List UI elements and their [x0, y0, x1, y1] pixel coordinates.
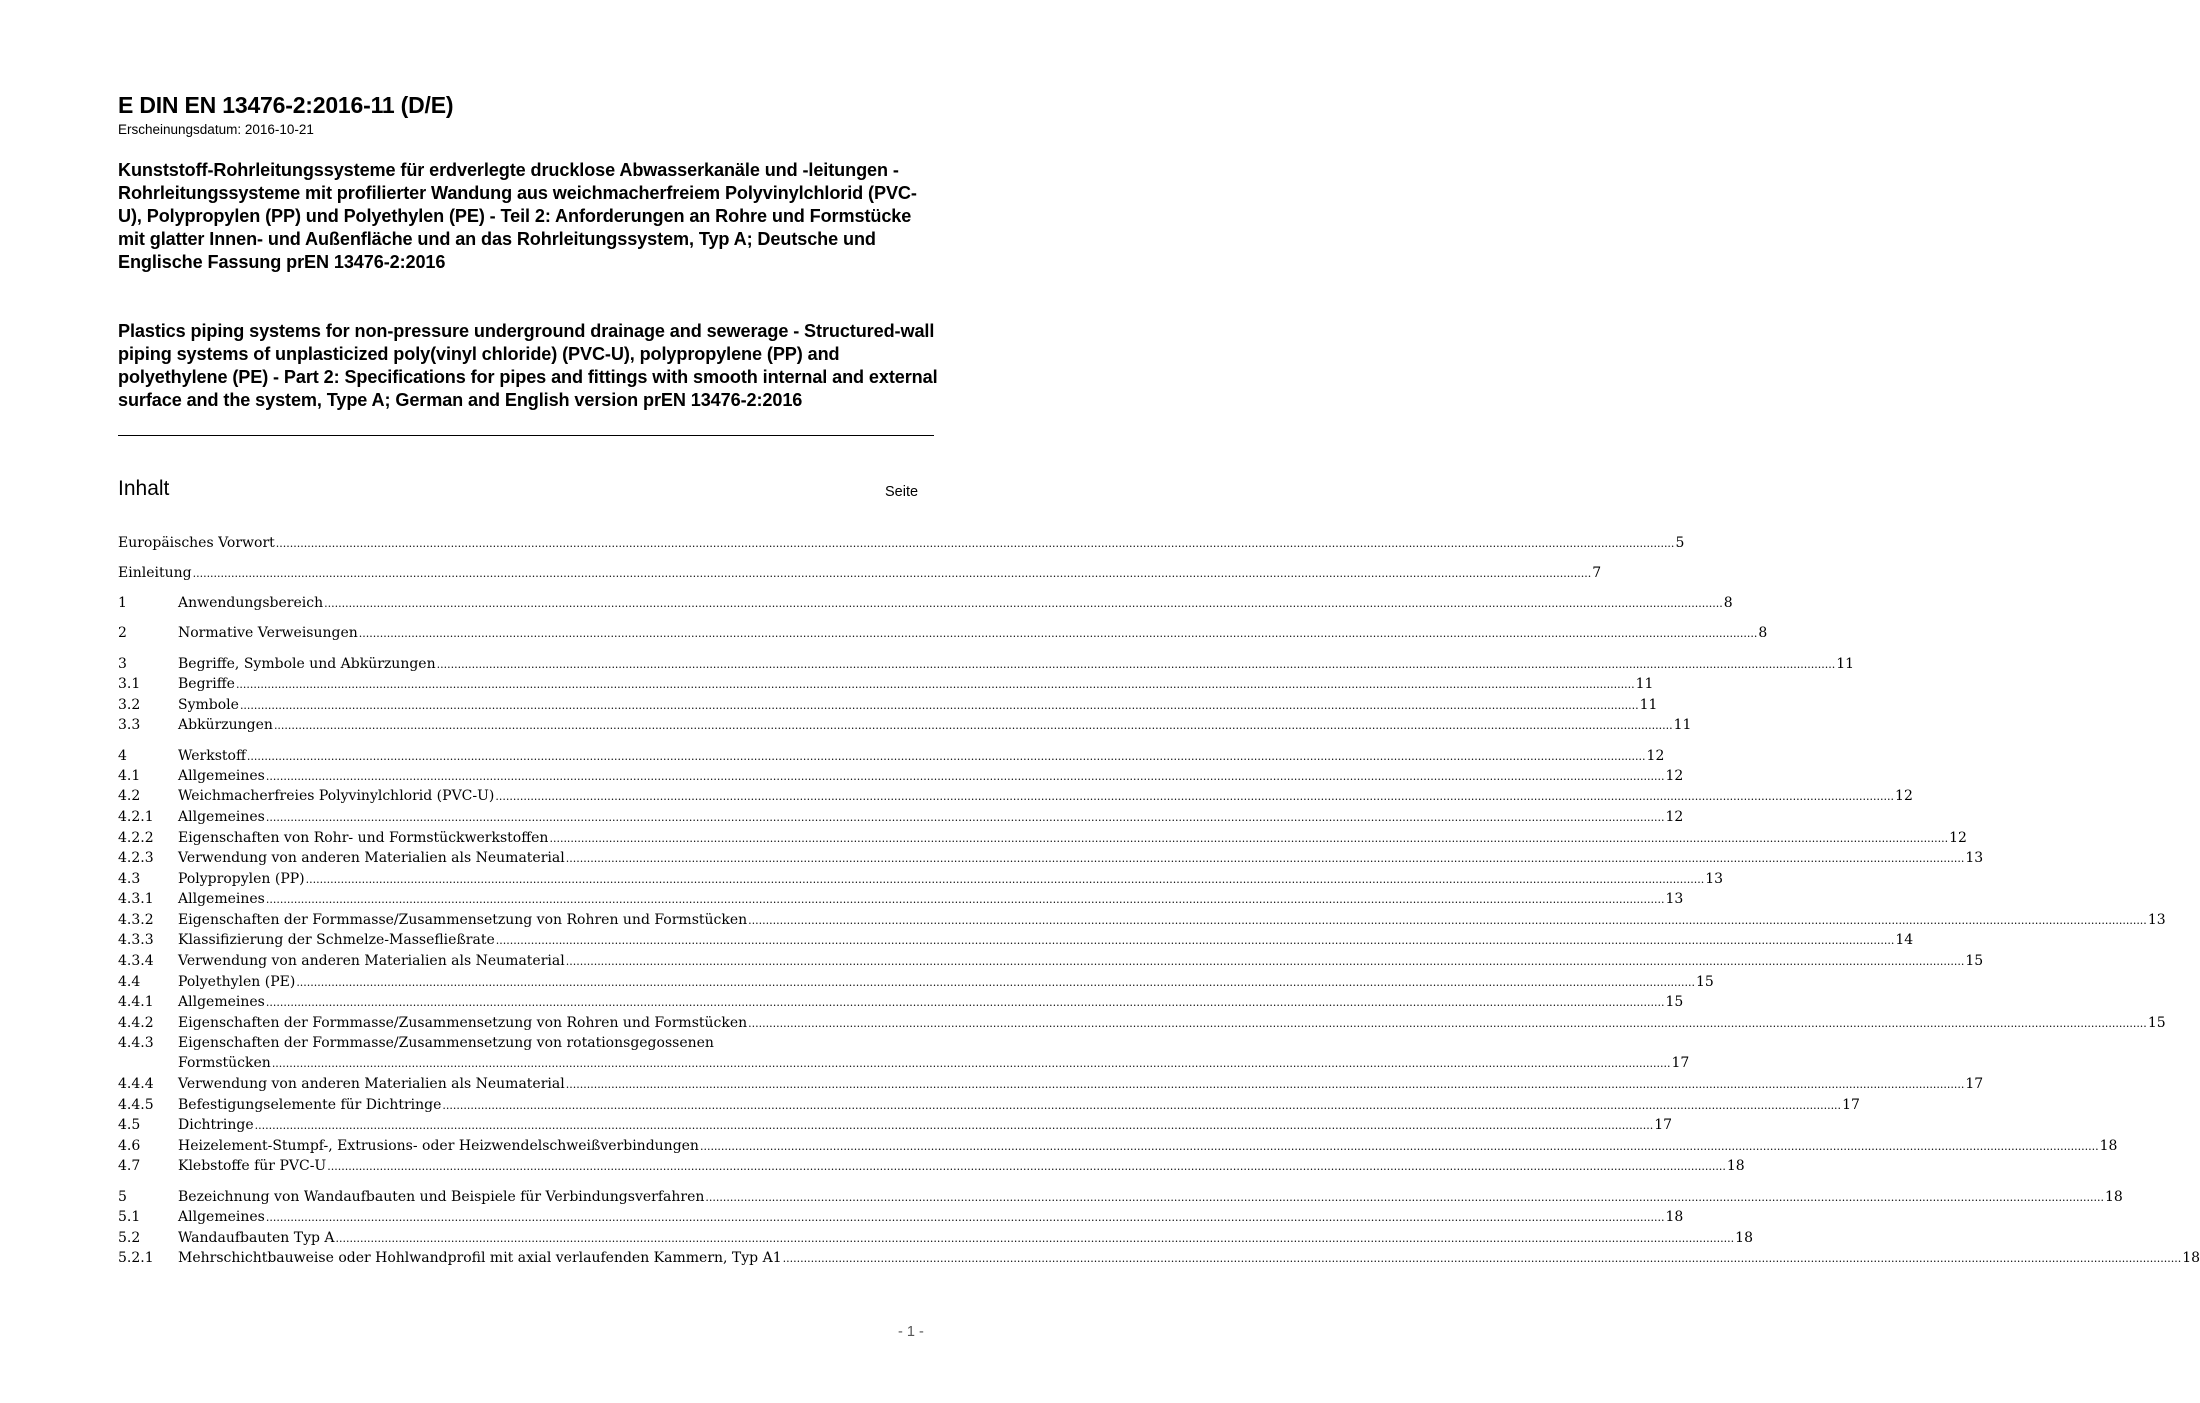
toc-entry-number: 1 — [118, 595, 127, 611]
toc-dot-leader: ................................................................................................................................................................................................................................................................................................................................................................................................................ — [565, 852, 1965, 865]
toc-entry[interactable] — [118, 1095, 1860, 1115]
page-column-label: Seite — [885, 484, 919, 500]
toc-dot-leader: ................................................................................................................................................................................................................................................................................................................................................................................................................ — [246, 750, 1646, 763]
title-english: Plastics piping systems for non-pressure underground drainage and sewerage - Structured-wall piping systems of unplasticized poly(vinyl chloride) (PVC-U), polypropylene (PP) and polyethylene (PE) - Part 2: Specifications for pipes and fittings with smooth internal and external surface and the system, Type A; German and English version prEN 13476-2:2016 — [118, 321, 938, 410]
toc-entry-leader-row — [178, 746, 1665, 766]
toc-entry-number: 4.6 — [118, 1138, 141, 1154]
toc-entry-page: 13 — [1965, 850, 1984, 866]
toc-entry[interactable] — [118, 807, 1684, 827]
toc-entry-title: Symbole — [178, 697, 239, 713]
toc-entry-number: 4.2.2 — [118, 830, 154, 846]
toc-dot-leader: ................................................................................................................................................................................................................................................................................................................................................................................................................ — [265, 893, 1665, 906]
toc-entry-title: Dichtringe — [178, 1117, 254, 1133]
toc-entry-leader-row — [178, 1207, 1684, 1227]
toc-entry-page: 12 — [1665, 809, 1684, 825]
toc-dot-leader: ................................................................................................................................................................................................................................................................................................................................................................................................................ — [327, 1160, 1726, 1173]
toc-entry-title: Allgemeines — [178, 891, 265, 907]
toc-entry-page: 15 — [1695, 974, 1714, 990]
toc-entry-page: 13 — [2147, 912, 2166, 928]
toc-entry[interactable] — [118, 695, 1658, 715]
toc-dot-leader: ................................................................................................................................................................................................................................................................................................................................................................................................................ — [265, 996, 1665, 1009]
toc-dot-leader: ................................................................................................................................................................................................................................................................................................................................................................................................................ — [565, 955, 1965, 968]
toc-entry[interactable] — [118, 828, 1967, 848]
toc-entry-title: Bezeichnung von Wandaufbauten und Beispiele für Verbindungsverfahren — [178, 1189, 705, 1205]
toc-entry-leader-row — [178, 1156, 1745, 1176]
toc-entry-page: 8 — [1758, 625, 1768, 641]
toc-entry-number: 4.4.1 — [118, 994, 154, 1010]
toc-dot-leader: ................................................................................................................................................................................................................................................................................................................................................................................................................ — [265, 1211, 1665, 1224]
toc-entry-leader-row — [178, 972, 1714, 992]
toc-entry-title: Polypropylen (PP) — [178, 871, 305, 887]
toc-entry-title: Anwendungsbereich — [178, 595, 324, 611]
toc-entry-page: 18 — [2105, 1189, 2123, 1205]
toc-entry-page: 18 — [1726, 1158, 1745, 1174]
toc-entry-leader-row — [178, 930, 1914, 950]
toc-entry-leader-row — [178, 715, 1692, 735]
toc-entry-title: Wandaufbauten Typ A — [178, 1230, 335, 1246]
toc-dot-leader: ................................................................................................................................................................................................................................................................................................................................................................................................................ — [296, 976, 1695, 989]
toc-entry-title: Eigenschaften der Formmasse/Zusammensetzung von Rohren und Formstücken — [178, 912, 748, 928]
toc-entry-page: 12 — [1646, 748, 1665, 764]
toc-entry-leader-row — [178, 951, 1984, 971]
toc-entry-number: 4.4.2 — [118, 1015, 154, 1031]
toc-entry-page: 18 — [1735, 1230, 1753, 1246]
toc-entry-title: Allgemeines — [178, 768, 265, 784]
toc-entry-leader-row — [118, 563, 1602, 583]
toc-dot-leader: ................................................................................................................................................................................................................................................................................................................................................................................................................ — [748, 914, 2147, 927]
toc-entry-page: 11 — [1639, 697, 1658, 713]
toc-entry[interactable] — [118, 889, 1684, 909]
toc-entry-number: 4.5 — [118, 1117, 141, 1133]
toc-dot-leader: ................................................................................................................................................................................................................................................................................................................................................................................................................ — [254, 1119, 1654, 1132]
toc-entry-number: 2 — [118, 625, 127, 641]
toc-entry-leader-row — [178, 807, 1684, 827]
toc-entry[interactable] — [118, 746, 1665, 766]
publication-date-label: Erscheinungsdatum: — [118, 122, 242, 137]
toc-entry-number: 4.4 — [118, 974, 141, 990]
toc-entry-page: 15 — [1665, 994, 1684, 1010]
toc-entry-title: Allgemeines — [178, 994, 265, 1010]
toc-entry-leader-row — [178, 869, 1724, 889]
toc-entry-title: Verwendung von anderen Materialien als Neumaterial — [178, 850, 565, 866]
page-number: - 1 - — [898, 1324, 924, 1340]
toc-entry-number: 4.3 — [118, 871, 141, 887]
toc-entry-number: 4.4.5 — [118, 1097, 154, 1113]
toc-dot-leader: ................................................................................................................................................................................................................................................................................................................................................................................................................ — [324, 597, 1723, 610]
toc-dot-leader: ................................................................................................................................................................................................................................................................................................................................................................................................................ — [705, 1191, 2105, 1204]
toc-heading: Inhalt — [118, 477, 170, 500]
toc-entry-number: 3.1 — [118, 676, 141, 692]
toc-entry-leader-row — [178, 786, 1913, 806]
toc-entry[interactable] — [118, 1156, 1745, 1176]
toc-entry-number: 5.1 — [118, 1209, 141, 1225]
toc-entry-title: Normative Verweisungen — [178, 625, 358, 641]
toc-entry-leader-row — [178, 674, 1654, 694]
toc-entry-leader-row — [178, 654, 1855, 674]
toc-entry[interactable] — [118, 766, 1684, 786]
toc-entry-page: 12 — [1665, 768, 1684, 784]
toc-entry-page: 17 — [1842, 1097, 1860, 1113]
toc-entry-leader-row — [178, 848, 1984, 868]
toc-dot-leader: ................................................................................................................................................................................................................................................................................................................................................................................................................ — [335, 1232, 1735, 1245]
toc-entry-number: 3.3 — [118, 717, 141, 733]
toc-entry-number: 4 — [118, 748, 127, 764]
toc-entry-title: Begriffe — [178, 676, 235, 692]
toc-entry-number: 4.3.3 — [118, 932, 154, 948]
toc-entry-leader-row — [118, 533, 1685, 553]
toc-entry-leader-row — [178, 1136, 2118, 1156]
publication-date-value: 2016-10-21 — [244, 122, 314, 137]
toc-entry[interactable] — [118, 992, 1684, 1012]
toc-entry-number: 4.3.1 — [118, 891, 154, 907]
toc-entry-number: 4.4.4 — [118, 1076, 154, 1092]
toc-dot-leader: ................................................................................................................................................................................................................................................................................................................................................................................................................ — [748, 1017, 2147, 1030]
toc-entry-number: 5 — [118, 1189, 127, 1205]
toc-entry-page: 13 — [1665, 891, 1684, 907]
toc-entry-leader-row — [178, 889, 1684, 909]
toc-entry[interactable] — [118, 1248, 2200, 1268]
title-german: Kunststoff-Rohrleitungssysteme für erdverlegte drucklose Abwasserkanäle und -leitungen - Rohrleitungssysteme mit profilierter Wandung aus weichmacherfreiem Polyvinylchlorid (PVC-U), Polypropylen (PP) und Polyethylen (PE) - Teil 2: Anforderungen an Rohre und Formstücke mit glatter Innen- und Außenfläche und an das Rohrleitungssystem, Typ A; Deutsche und Englische Fassung prEN 13476-2:2016 — [118, 160, 917, 272]
toc-entry-title: Werkstoff — [178, 748, 246, 764]
toc-entry-leader-row — [178, 766, 1684, 786]
toc-dot-leader: ................................................................................................................................................................................................................................................................................................................................................................................................................ — [549, 832, 1949, 845]
toc-entry[interactable] — [118, 1013, 2166, 1033]
toc-entry-page: 12 — [1895, 788, 1913, 804]
toc-entry-number: 4.4.3 — [118, 1035, 154, 1051]
toc-entry-page: 11 — [1635, 676, 1654, 692]
toc-entry-number: 3 — [118, 656, 127, 672]
toc-entry-leader-row — [178, 1095, 1860, 1115]
toc-entry[interactable] — [118, 1115, 1673, 1135]
toc-entry-title: Einleitung — [118, 565, 192, 581]
toc-entry[interactable] — [118, 623, 1768, 643]
toc-entry-page: 18 — [1665, 1209, 1684, 1225]
toc-entry-page: 17 — [1671, 1055, 1690, 1071]
toc-entry-title: Heizelement-Stumpf-, Extrusions- oder Heizwendelschweißverbindungen — [178, 1138, 699, 1154]
toc-entry-number: 5.2.1 — [118, 1250, 154, 1266]
toc-entry-number: 5.2 — [118, 1230, 141, 1246]
toc-dot-leader: ................................................................................................................................................................................................................................................................................................................................................................................................................ — [436, 658, 1836, 671]
toc-entry[interactable] — [118, 1074, 1984, 1094]
toc-entry-title: Verwendung von anderen Materialien als Neumaterial — [178, 1076, 565, 1092]
toc-dot-leader: ................................................................................................................................................................................................................................................................................................................................................................................................................ — [192, 567, 1592, 580]
table-of-contents — [118, 0, 2200, 1300]
toc-entry[interactable] — [118, 533, 1685, 553]
toc-entry-page: 5 — [1675, 535, 1685, 551]
toc-entry-number: 4.1 — [118, 768, 141, 784]
toc-dot-leader: ................................................................................................................................................................................................................................................................................................................................................................................................................ — [565, 1078, 1965, 1091]
toc-entry-page: 17 — [1654, 1117, 1673, 1133]
toc-entry-leader-row — [178, 992, 1684, 1012]
toc-entry[interactable] — [118, 930, 1914, 950]
toc-entry-number: 4.3.4 — [118, 953, 154, 969]
toc-entry[interactable] — [118, 563, 1602, 583]
toc-entry[interactable] — [118, 674, 1654, 694]
toc-entry[interactable] — [118, 1033, 930, 1053]
toc-entry-number: 4.2 — [118, 788, 141, 804]
toc-entry-title: Eigenschaften der Formmasse/Zusammensetzung von rotationsgegossenen — [178, 1035, 714, 1051]
toc-entry-title: Eigenschaften der Formmasse/Zusammensetzung von Rohren und Formstücken — [178, 1015, 748, 1031]
toc-entry-number: 4.2.3 — [118, 850, 154, 866]
toc-dot-leader: ................................................................................................................................................................................................................................................................................................................................................................................................................ — [699, 1140, 2099, 1153]
toc-entry-title: Eigenschaften von Rohr- und Formstückwerkstoffen — [178, 830, 549, 846]
toc-entry[interactable] — [118, 654, 1855, 674]
toc-entry-title: Polyethylen (PE) — [178, 974, 296, 990]
toc-entry-page: 8 — [1723, 595, 1733, 611]
toc-dot-leader: ................................................................................................................................................................................................................................................................................................................................................................................................................ — [305, 873, 1705, 886]
toc-entry-number: 4.3.2 — [118, 912, 154, 928]
toc-entry-page: 13 — [1705, 871, 1724, 887]
toc-entry[interactable] — [118, 593, 1733, 613]
toc-entry-title: Allgemeines — [178, 1209, 265, 1225]
toc-entry-leader-row — [178, 1228, 1753, 1248]
toc-entry[interactable] — [118, 1228, 1753, 1248]
toc-entry-leader-row — [178, 695, 1658, 715]
toc-entry-leader-row — [178, 593, 1733, 613]
toc-entry-title: Mehrschichtbauweise oder Hohlwandprofil mit axial verlaufenden Kammern, Typ A1 — [178, 1250, 782, 1266]
toc-entry-title: Allgemeines — [178, 809, 265, 825]
toc-entry-leader-row — [178, 828, 1967, 848]
toc-entry-page: 17 — [1965, 1076, 1984, 1092]
toc-entry-number: 4.7 — [118, 1158, 141, 1174]
toc-entry[interactable] — [118, 951, 1984, 971]
toc-dot-leader: ................................................................................................................................................................................................................................................................................................................................................................................................................ — [239, 699, 1639, 712]
toc-entry-leader-row — [178, 1187, 2123, 1207]
toc-entry-leader-row — [178, 1013, 2166, 1033]
toc-entry-page: 11 — [1673, 717, 1692, 733]
toc-entry-page: 7 — [1592, 565, 1602, 581]
toc-entry-page: 14 — [1895, 932, 1914, 948]
toc-entry-title: Abkürzungen — [178, 717, 273, 733]
toc-dot-leader: ................................................................................................................................................................................................................................................................................................................................................................................................................ — [782, 1252, 2182, 1265]
toc-entry[interactable] — [118, 715, 1692, 735]
toc-entry-title: Verwendung von anderen Materialien als Neumaterial — [178, 953, 565, 969]
toc-dot-leader: ................................................................................................................................................................................................................................................................................................................................................................................................................ — [275, 537, 1675, 550]
toc-entry-leader-row — [178, 910, 2166, 930]
toc-entry-title: Weichmacherfreies Polyvinylchlorid (PVC-U) — [178, 788, 495, 804]
toc-entry-title: Klassifizierung der Schmelze-Massefließrate — [178, 932, 495, 948]
toc-dot-leader: ................................................................................................................................................................................................................................................................................................................................................................................................................ — [495, 934, 1895, 947]
toc-dot-leader: ................................................................................................................................................................................................................................................................................................................................................................................................................ — [358, 627, 1758, 640]
toc-entry[interactable] — [118, 786, 1913, 806]
toc-entry-page: 18 — [2182, 1250, 2200, 1266]
toc-entry-leader-row — [178, 1074, 1984, 1094]
toc-entry-page: 18 — [2099, 1138, 2118, 1154]
toc-entry-page: 12 — [1949, 830, 1967, 846]
toc-entry-page: 11 — [1836, 656, 1855, 672]
toc-entry-title: Klebstoffe für PVC-U — [178, 1158, 327, 1174]
toc-entry[interactable] — [118, 848, 1984, 868]
toc-dot-leader: ................................................................................................................................................................................................................................................................................................................................................................................................................ — [235, 678, 1635, 691]
toc-entry-leader-row — [178, 623, 1768, 643]
toc-dot-leader: ................................................................................................................................................................................................................................................................................................................................................................................................................ — [265, 811, 1665, 824]
toc-entry[interactable] — [118, 1136, 2118, 1156]
toc-dot-leader: ................................................................................................................................................................................................................................................................................................................................................................................................................ — [271, 1057, 1671, 1070]
toc-entry-title: Befestigungselemente für Dichtringe — [178, 1097, 442, 1113]
toc-entry-number: 4.2.1 — [118, 809, 154, 825]
toc-entry-page: 15 — [1965, 953, 1984, 969]
toc-dot-leader: ................................................................................................................................................................................................................................................................................................................................................................................................................ — [265, 770, 1665, 783]
toc-entry-leader-row — [178, 1053, 1690, 1073]
toc-entry-leader-row — [178, 1248, 2200, 1268]
toc-entry[interactable] — [118, 910, 2166, 930]
toc-entry-number: 3.2 — [118, 697, 141, 713]
toc-entry[interactable] — [118, 972, 1714, 992]
document-id: E DIN EN 13476-2:2016-11 (D/E) — [118, 92, 454, 118]
toc-entry-page: 15 — [2147, 1015, 2166, 1031]
toc-entry[interactable] — [118, 1207, 1684, 1227]
toc-entry-leader-row — [178, 1115, 1673, 1135]
toc-entry-title-continuation: Formstücken — [178, 1055, 271, 1071]
toc-entry-title: Europäisches Vorwort — [118, 535, 275, 551]
toc-dot-leader: ................................................................................................................................................................................................................................................................................................................................................................................................................ — [273, 719, 1673, 732]
toc-entry-title: Begriffe, Symbole und Abkürzungen — [178, 656, 436, 672]
toc-dot-leader: ................................................................................................................................................................................................................................................................................................................................................................................................................ — [442, 1099, 1842, 1112]
toc-entry-continuation[interactable] — [118, 1053, 1690, 1073]
toc-dot-leader: ................................................................................................................................................................................................................................................................................................................................................................................................................ — [495, 790, 1895, 803]
toc-entry[interactable] — [118, 1187, 2123, 1207]
toc-entry[interactable] — [118, 869, 1724, 889]
